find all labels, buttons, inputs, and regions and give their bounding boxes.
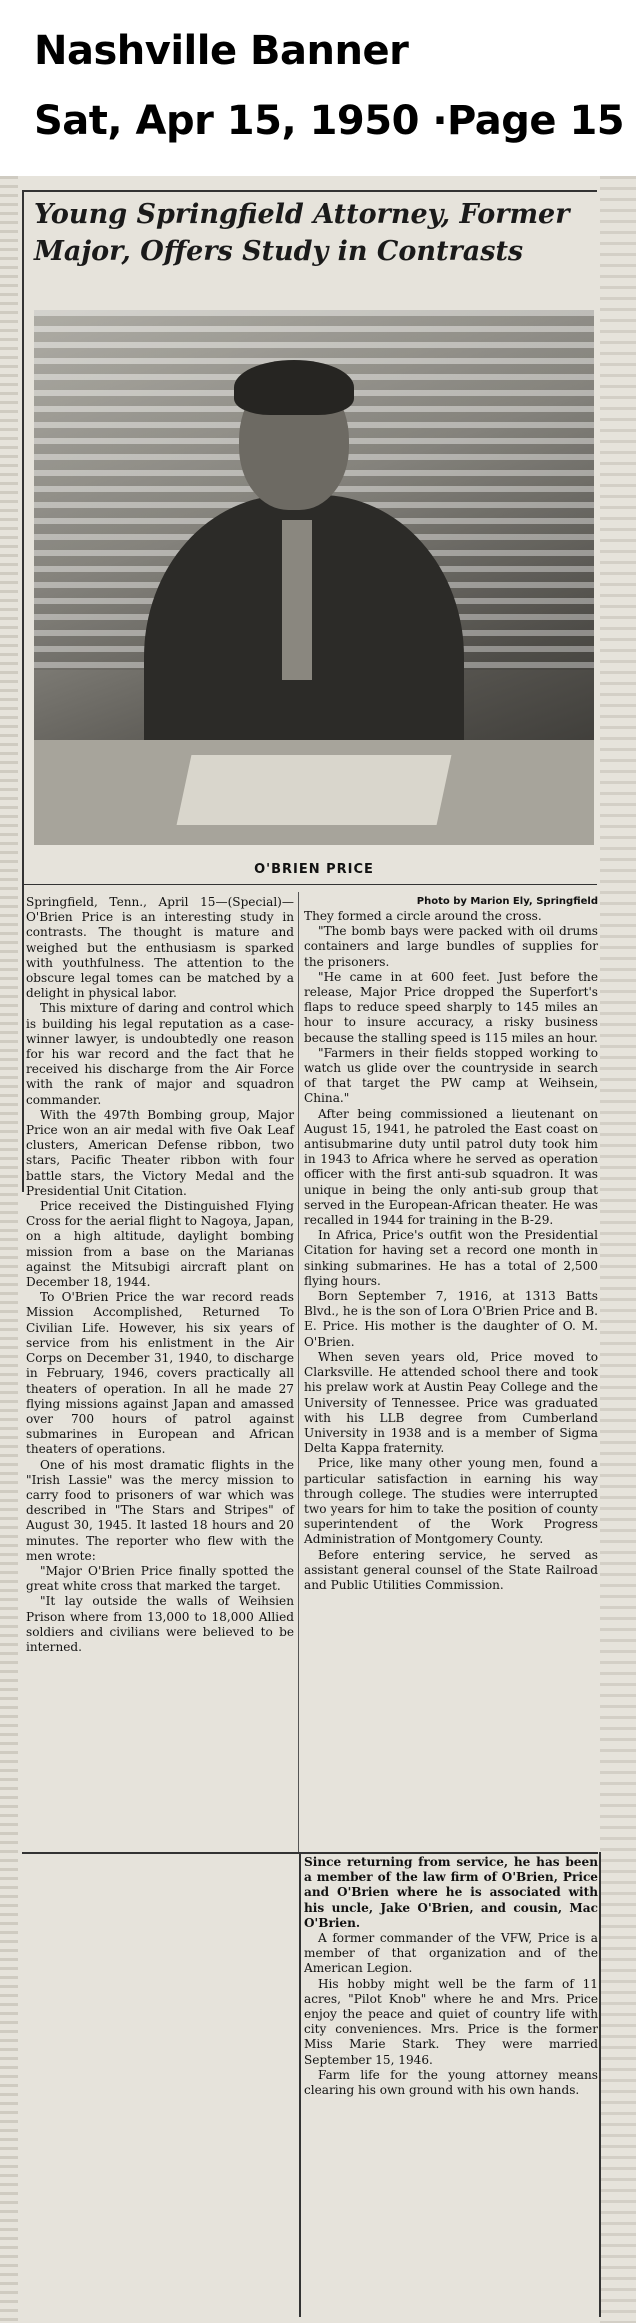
paragraph: Price, like many other young men, found a particular satisfaction in earning his way through college. The studies were interrupted two years for him to take the position of county superintendent of the Work Progress Administration of Montgomery County. xyxy=(304,1456,598,1547)
paragraph: "He came in at 600 feet. Just before the release, Major Price dropped the Superfort's flaps to reduce speed sharply to 145 miles an hour to insure accuracy, a risky business because the stalling speed is 115 miles an hour. xyxy=(304,969,598,1045)
paragraph: Born September 7, 1916, at 1313 Batts Blvd., he is the son of Lora O'Brien Price and B. E. Price. His mother is the daughter of O. M. O'Brien. xyxy=(304,1289,598,1349)
photo-paper xyxy=(177,755,452,825)
paragraph: Before entering service, he served as assistant general counsel of the State Railroad and Public Utilities Commission. xyxy=(304,1547,598,1592)
paragraph: After being commissioned a lieutenant on August 15, 1941, he patroled the East coast on antisubmarine duty until patrol duty took him in 1943 to Africa where he served as operation officer with the first anti-sub squadron. It was unique in being the only anti-sub group that served in the European-African theater. He was recalled in 1944 for training in the B-29. xyxy=(304,1106,598,1228)
photo-subject-hair xyxy=(234,360,354,415)
paragraph: His hobby might well be the farm of 11 acres, "Pilot Knob" where he and Mrs. Price enjoy the peace and quiet of country life with city conveniences. Mrs. Price is the former Miss Marie Stark. They were married September 15, 1946. xyxy=(304,1976,598,2067)
paragraph: In Africa, Price's outfit won the Presidential Citation for having set a record one month in sinking submarines. He has a total of 2,500 flying hours. xyxy=(304,1228,598,1288)
article-column-1 xyxy=(26,895,294,1655)
paragraph: "Farmers in their fields stopped working to watch us glide over the countryside in search of that target the PW camp at Weihsein, China." xyxy=(304,1045,598,1106)
column-divider xyxy=(298,892,299,1852)
paragraph: With the 497th Bombing group, Major Price won an air medal with five Oak Leaf clusters, American Defense ribbon, two stars, Pacific Theater ribbon with four battle stars, the Victory Medal and the Presidential Unit Citation. xyxy=(26,1107,294,1198)
paragraph: "The bomb bays were packed with oil drums containers and large bundles of supplies for the prisoners. xyxy=(304,924,598,969)
paragraph: "Major O'Brien Price finally spotted the great white cross that marked the target. xyxy=(26,1563,294,1594)
paragraph: To O'Brien Price the war record reads Mission Accomplished, Returned To Civilian Life. However, his six years of service from his enlistment in the Air Corps on December 31, 1940, to discharge in February, 1946, covers practically all theaters of operation. In all he made 27 flying missions against Japan and amassed over 700 hours of patrol against submarines in European and African theaters of operations. xyxy=(26,1290,294,1457)
caption-rule xyxy=(22,884,597,885)
adjacent-column-left-edge xyxy=(0,176,18,2323)
photo-caption: O'BRIEN PRICE xyxy=(254,862,374,877)
paragraph: When seven years old, Price moved to Clarksville. He attended school there and took his prelaw work at Austin Peay College and the University of Tennessee. Price was graduated with his LLB degree from Cumberland University in 1938 and is a member of Sigma Delta Kappa fraternity. xyxy=(304,1349,598,1456)
paragraph: Springfield, Tenn., April 15—(Special)—O'Brien Price is an interesting study in contrasts. The thought is mature and weighed but the enthusiasm is sparked with youthfulness. The attention to the obscure legal tomes can be matched by a delight in physical labor. xyxy=(26,895,294,1001)
paragraph: Since returning from service, he has been a member of the law firm of O'Brien, Price and O'Brien where he is associated with his uncle, Jake O'Brien, and cousin, Mac O'Brien. xyxy=(304,1855,598,1930)
portrait-photo xyxy=(34,310,594,845)
paragraph: One of his most dramatic flights in the "Irish Lassie" was the mercy mission to carry food to prisoners of war which was described in "The Stars and Stripes" of August 30, 1945. It lasted 18 hours and 20 minutes. The reporter who flew with the men wrote: xyxy=(26,1457,294,1563)
paragraph: They formed a circle around the cross. xyxy=(304,909,542,923)
article-headline: Young Springfield Attorney, Former Major, Offers Study in Contrasts xyxy=(34,199,570,267)
newspaper-name: Nashville Banner xyxy=(34,28,409,74)
article-column-2 xyxy=(304,895,598,1593)
paragraph: This mixture of daring and control which is building his legal reputation as a case-winner lawyer, is undoubtedly one reason for his war record and the fact that he received his discharge from the Air Force with the rank of major and squadron commander. xyxy=(26,1001,294,1107)
adjacent-column-right-edge xyxy=(600,176,636,2323)
paragraph: Farm life for the young attorney means clearing his own ground with his own hands. xyxy=(304,2067,598,2098)
paragraph: Price received the Distinguished Flying Cross for the aerial flight to Nagoya, Japan, on a high altitude, daylight bombing mission from a base on the Marianas against the Mitsubigi aircraft plant on December 18, 1944. xyxy=(26,1199,294,1290)
article-column-3 xyxy=(304,1855,598,2098)
photo-credit: Photo by Marion Ely, Springfield xyxy=(416,896,598,907)
clipping-header xyxy=(0,0,636,170)
paragraph: A former commander of the VFW, Price is a member of that organization and of the American Legion. xyxy=(304,1931,598,1976)
paragraph: "It lay outside the walls of Weihsien Prison where from 13,000 to 18,000 Allied soldiers and civilians were believed to be interned. xyxy=(26,1594,294,1654)
photo-subject-tie xyxy=(282,520,312,680)
issue-date-page: Sat, Apr 15, 1950 ·Page 15 xyxy=(34,98,625,144)
